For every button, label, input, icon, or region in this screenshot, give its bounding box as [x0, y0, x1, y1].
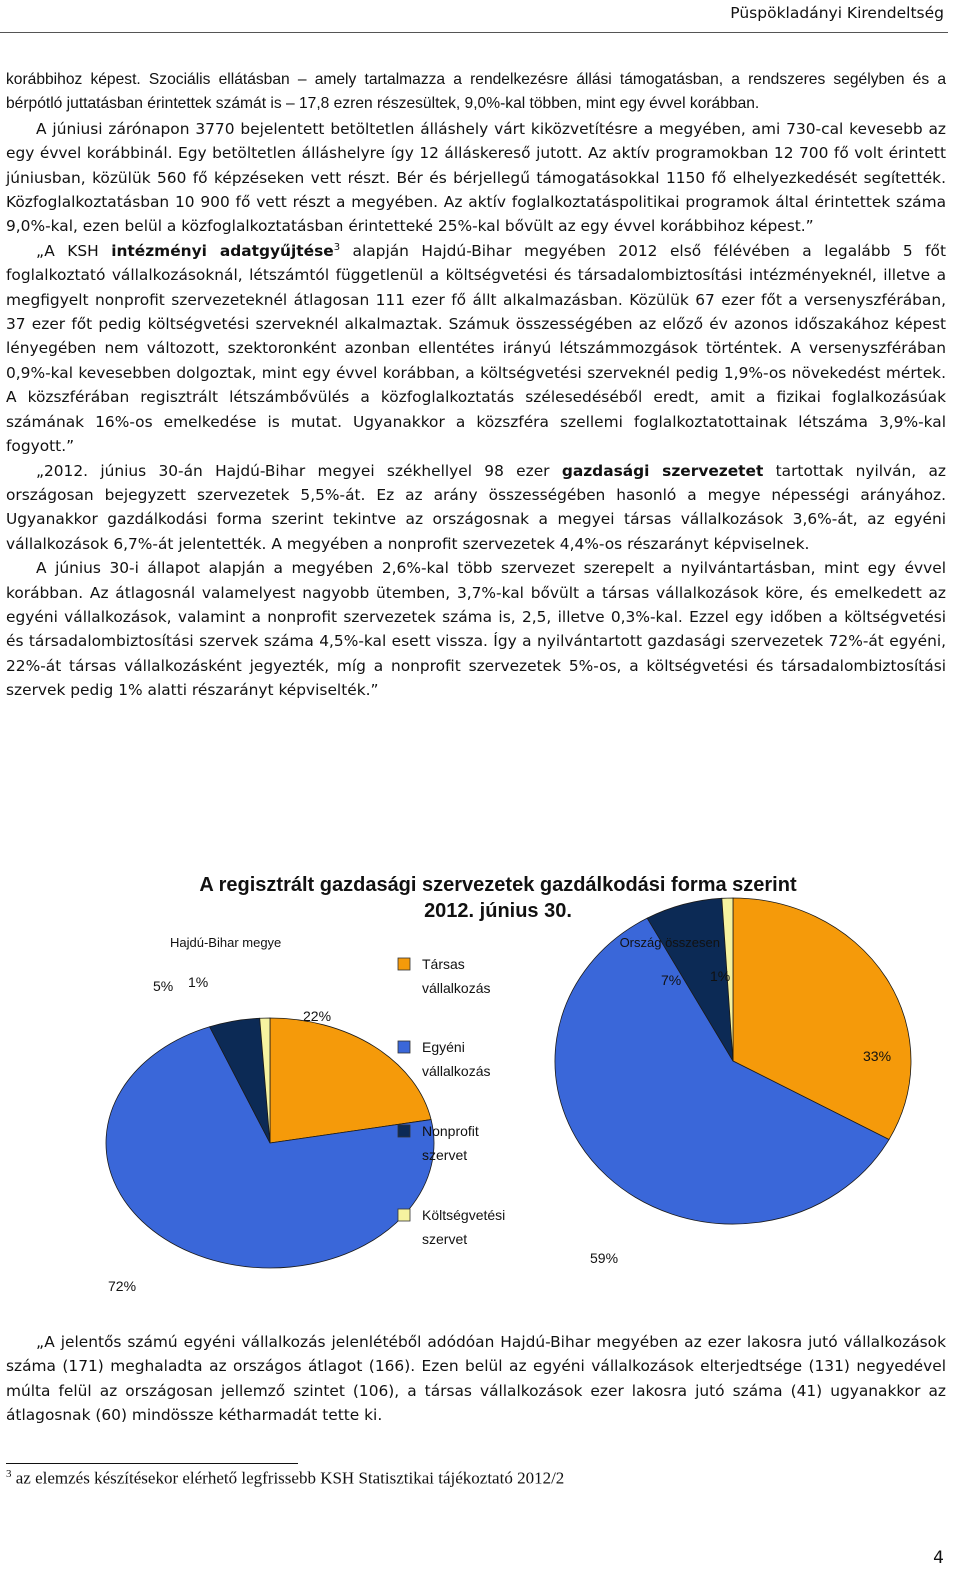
- body-text: [6, 68, 946, 703]
- paragraph-3-start: „A KSH: [36, 241, 112, 260]
- paragraph-4-bold: gazdasági szervezetet: [561, 461, 764, 480]
- pie-1-name: Hajdú-Bihar megye: [170, 935, 282, 950]
- legend-swatch-1: [398, 958, 410, 970]
- legend-swatch-2: [398, 1041, 410, 1053]
- page-header: [0, 0, 960, 34]
- footnote-mark: 3: [6, 1468, 12, 1480]
- page-number: 4: [933, 1548, 944, 1568]
- pie-2-name: Ország összesen: [619, 935, 720, 950]
- pie-2-label-2: 59%: [590, 1250, 619, 1266]
- pie-1-label-2: 72%: [108, 1278, 137, 1294]
- footnote-rule: [6, 1463, 298, 1464]
- pie-1-label-3: 5%: [153, 978, 174, 994]
- pie-2-label-3: 7%: [661, 972, 682, 988]
- closing-text: [6, 1330, 946, 1428]
- chart-title: A regisztrált gazdasági szervezetek gazdálkodási forma szerint: [199, 874, 797, 896]
- legend-label-4-1: Költségvetési: [422, 1207, 506, 1223]
- paragraph-1: korábbihoz képest. Szociális ellátásban – amely tartalmazza a rendelkezésre állási támogatásban, a rendszeres segélyben és a bérpótló juttatásban érintettek számát is – 17,8 ezren részesültek, 9,0%-kal többen, mint egy évvel korábban.: [6, 71, 946, 113]
- legend-label-3-2: szervet: [422, 1147, 468, 1163]
- legend-label-2-2: vállalkozás: [422, 1063, 491, 1079]
- chart-subtitle: 2012. június 30.: [424, 900, 572, 922]
- legend-label-3-1: Nonprofit: [422, 1123, 479, 1139]
- paragraph-6: „A jelentős számú egyéni vállalkozás jelenlétéből adódóan Hajdú-Bihar megyében az ezer lakosra jutó vállalkozások száma (171) meghaladta az országos átlagot (166). Ezen belül az egyéni vállalkozások elterjedtsége (131) negyedével múlta felül az országosan jellemző szintet (106), a társas vállalkozások ezer lakosra jutó száma (41) ugyanakkor az átlagosnak (60) mindössze kétharmadát tette ki.: [6, 1333, 946, 1425]
- pie-1-label-4: 1%: [188, 974, 209, 990]
- paragraph-3: [6, 239, 946, 459]
- footnote-ref[interactable]: 3: [333, 241, 341, 253]
- paragraph-4: [6, 459, 946, 557]
- paragraph-4-end: tartottak nyilván, az országosan bejegyzett szervezetek 5,5%-át. Ez az arány összességében hasonló a megye népességi arányához. Ugyanakkor gazdálkodási forma szerint tekintve az országosnak a megyei társas vállalkozások 3,6%-át, az egyéni vállalkozások 6,7%-át jelentették. A megyében a nonprofit szervezetek 4,4%-os részarányt képviselnek.: [6, 461, 946, 553]
- paragraph-4-start: „2012. június 30-án Hajdú-Bihar megyei székhellyel 98 ezer: [36, 461, 562, 480]
- footnote: [6, 1468, 906, 1489]
- legend-label-2-1: Egyéni: [422, 1039, 465, 1055]
- legend-swatch-3: [398, 1125, 410, 1137]
- pie-2-label-1: 33%: [863, 1048, 892, 1064]
- legend-label-1-2: vállalkozás: [422, 980, 491, 996]
- pie-chart-svg: [108, 871, 892, 1311]
- pie-1-label-1: 22%: [303, 1008, 332, 1024]
- header-title: Püspökladányi Kirendeltség: [730, 4, 944, 22]
- pie-2-label-4: 1%: [710, 968, 731, 984]
- paragraph-3-bold: intézményi adatgyűjtése: [111, 241, 334, 260]
- legend-swatch-4: [398, 1209, 410, 1221]
- header-rule: [0, 32, 948, 33]
- legend-label-4-2: szervet: [422, 1231, 468, 1247]
- legend-label-1-1: Társas: [422, 956, 465, 972]
- pie-chart-figure: [108, 871, 892, 1311]
- footnote-text: az elemzés készítésekor elérhető legfrissebb KSH Statisztikai tájékoztató 2012/2: [11, 1468, 565, 1488]
- paragraph-5: A június 30-i állapot alapján a megyében 2,6%-kal több szervezet szerepelt a nyilvántartásban, mint egy évvel korábban. Az átlagosnál valamelyest nagyobb ütemben, 3,7%-kal bővült a társas vállalkozások köre, és emelkedett az egyéni vállalkozások, valamint a nonprofit szervezetek száma is, 2,5, illetve 0,3%-kal. Ezzel egy időben a költségvetési és társadalombiztosítási szervek száma 4,5%-kal esett vissza. Így a nyilvántartott gazdasági szervezetek 72%-át egyéni, 22%-át társas vállalkozásként jegyezték, míg a nonprofit szervezetek 5%-os, a költségvetési és társadalombiztosítási szervek pedig 1% alatti részarányt képviselték.”: [6, 559, 946, 700]
- paragraph-2: A júniusi zárónapon 3770 bejelentett betöltetlen álláshely várt kiközvetítésre a megyében, ami 730-cal kevesebb az egy évvel korábbinál. Egy betöltetlen álláshelyre így 12 álláskereső jutott. Az aktív programokban 12 700 fő volt érintett júniusban, közülük 560 fő képzéseken vett részt. Bér és bérjellegű támogatásokkal 1150 fő elhelyezkedését segítették. Közfoglalkoztatásban 10 900 fő vett részt a megyében. Az aktív foglalkoztatáspolitikai programok által érintettek száma 9,0%-kal, ezen belül a közfoglalkoztatásban érintetteké 25%-kal bővült az egy évvel korábbihoz képest.”: [6, 119, 946, 236]
- paragraph-3-end: alapján Hajdú-Bihar megyében 2012 első félévében a legalább 5 főt foglalkoztató vállalkozásoknál, létszámtól függetlenül a költségvetési és társadalombiztosítási intézményeknél, illetve a megfigyelt nonprofit szervezeteknél átlagosan 111 ezer fő állt alkalmazásban. Közülük 67 ezer főt a versenyszférában, 37 ezer főt pedig költségvetési szerveknél alkalmaztak. Számuk összességében az előző év azonos időszakához képest lényegében nem változott, szektoronként azonban ellentétes irányú létszámmozgások történtek. A versenyszférában 0,9%-kal kevesebben dolgoztak, mint egy évvel korábban, a költségvetési szerveknél pedig 1,9%-os növekedést mértek. A közszférában regisztrált létszámbővülés a közfoglalkoztatás szélesedéséből eredt, amit a fizikai foglalkozásúak számának 16%-os emelkedése is mutat. Ugyanakkor a közszféra szellemi foglalkoztatottainak létszáma 3,9%-kal fogyott.”: [6, 241, 946, 456]
